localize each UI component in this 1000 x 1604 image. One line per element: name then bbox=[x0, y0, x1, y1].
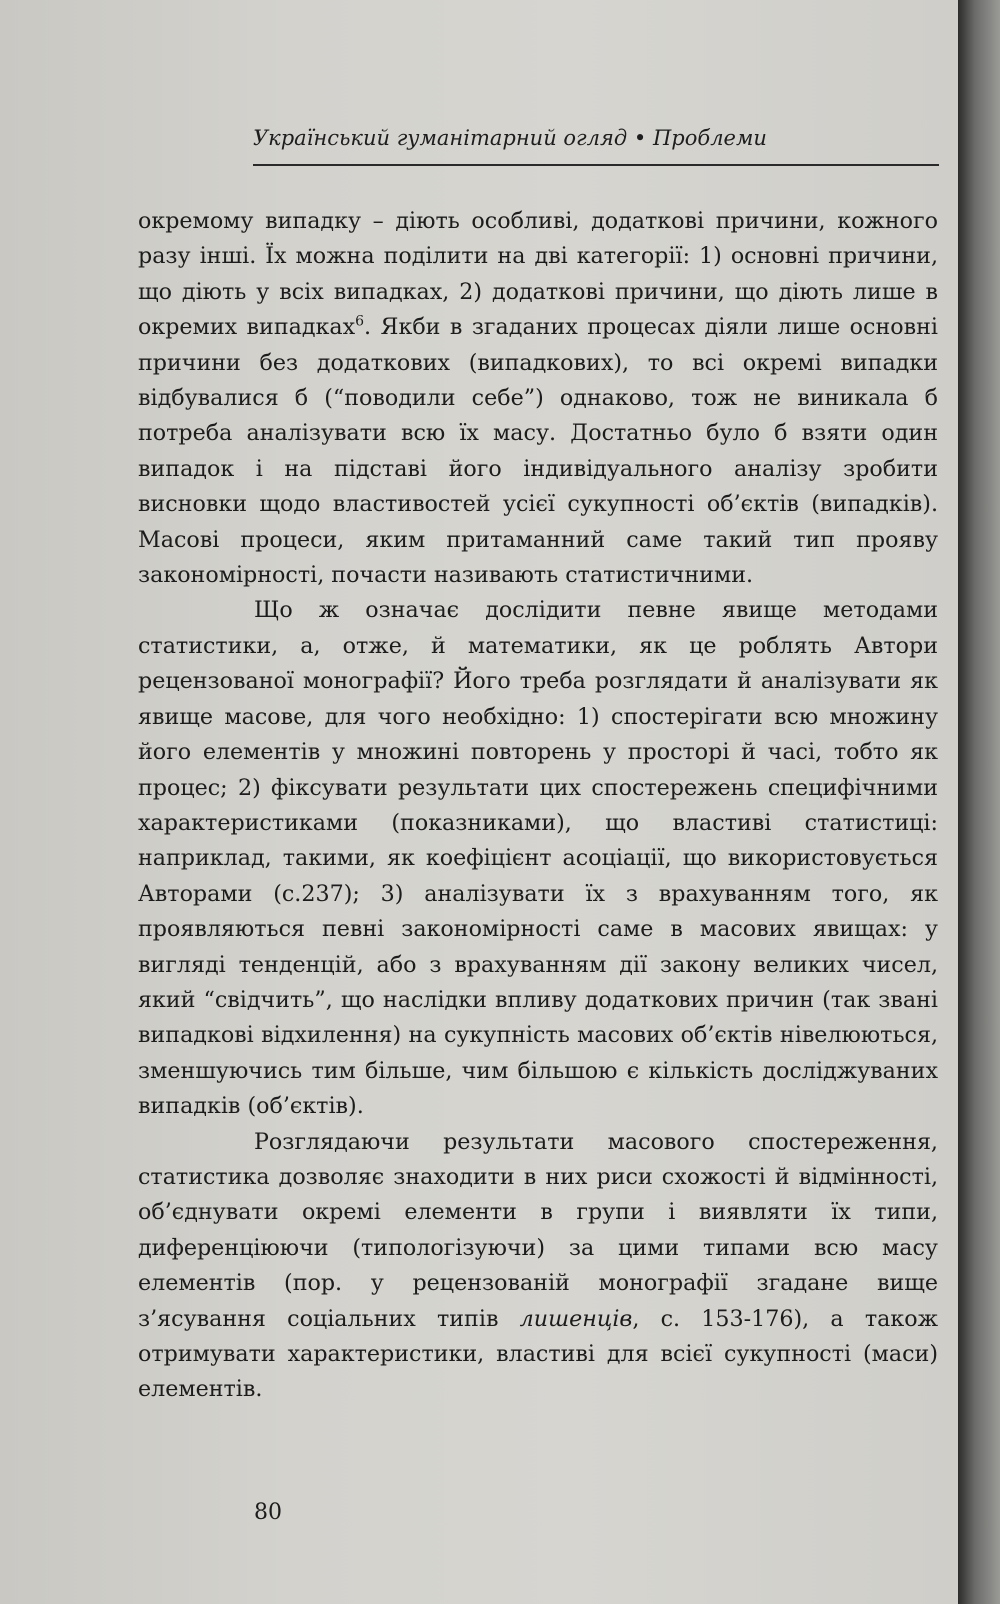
paragraph-1-text-a: окремому випадку – діють особливі, додаткові причини, кожного разу інші. Їх можна поділити на дві категорії: 1) основні причини, що діють у всіх випадках, 2) додаткові причини, що діють лише в окремих випадках bbox=[138, 208, 938, 341]
paragraph-1 bbox=[138, 204, 938, 593]
body-text bbox=[138, 204, 938, 1408]
paragraph-3-text-b: , с. 153-176), а також отримувати характеристики, властиві для всієї сукупності (маси) елементів. bbox=[138, 1305, 938, 1403]
header-rule bbox=[253, 164, 939, 166]
paragraph-3-text-a: Розглядаючи результати масового спостереження, статистика дозволяє знаходити в них риси схожості й відмінності, об’єднувати окремі елементи в групи і виявляти їх типи, диференціюючи (типологізуючи) за цими типами всю масу елементів (пор. у рецензованій монографії згадане вище з’ясування соціальних типів bbox=[138, 1128, 938, 1332]
paragraph-1-text-b: . Якби в згаданих процесах діяли лише основні причини без додаткових (випадкових), то всі окремі випадки відбувалися б (“поводили себе”) однаково, тож не виникала б потреба аналізувати всю їх масу. Достатньо було б взяти один випадок і на підставі його індивідуального аналізу зробити висновки щодо властивостей усієї сукупності об’єктів (випадків). Масові процеси, яким притаманний саме такий тип прояву закономірності, почасти називають статистичними. bbox=[138, 314, 938, 589]
running-header: Український гуманітарний огляд • Проблеми bbox=[253, 126, 767, 150]
book-spine-shadow bbox=[958, 0, 1000, 1604]
footnote-marker[interactable]: 6 bbox=[355, 313, 365, 330]
paragraph-3 bbox=[138, 1125, 938, 1408]
page-number: 80 bbox=[254, 1500, 282, 1525]
paragraph-2: Що ж означає дослідити певне явище методами статистики, а, отже, й математики, як це роблять Автори рецензованої монографії? Його треба розглядати й аналізувати як явище масове, для чого необхідно: 1) спостерігати всю множину його елементів у множині повторень у просторі й часі, тобто як процес; 2) фіксувати результати цих спостережень специфічними характеристиками (показниками), що властиві статистиці: наприклад, такими, як коефіцієнт асоціації, що використовується Авторами (с.237); 3) аналізувати їх з врахуванням того, як проявляються певні закономірності саме в масових явищах: у вигляді тенденцій, або з врахуванням дії закону великих чисел, який “свідчить”, що наслідки впливу додаткових причин (так звані випадкові відхилення) на сукупність масових об’єктів нівелюються, зменшуючись тим більше, чим більшою є кількість досліджуваних випадків (об’єктів). bbox=[138, 597, 938, 1120]
italic-term: лишенців bbox=[519, 1305, 633, 1332]
